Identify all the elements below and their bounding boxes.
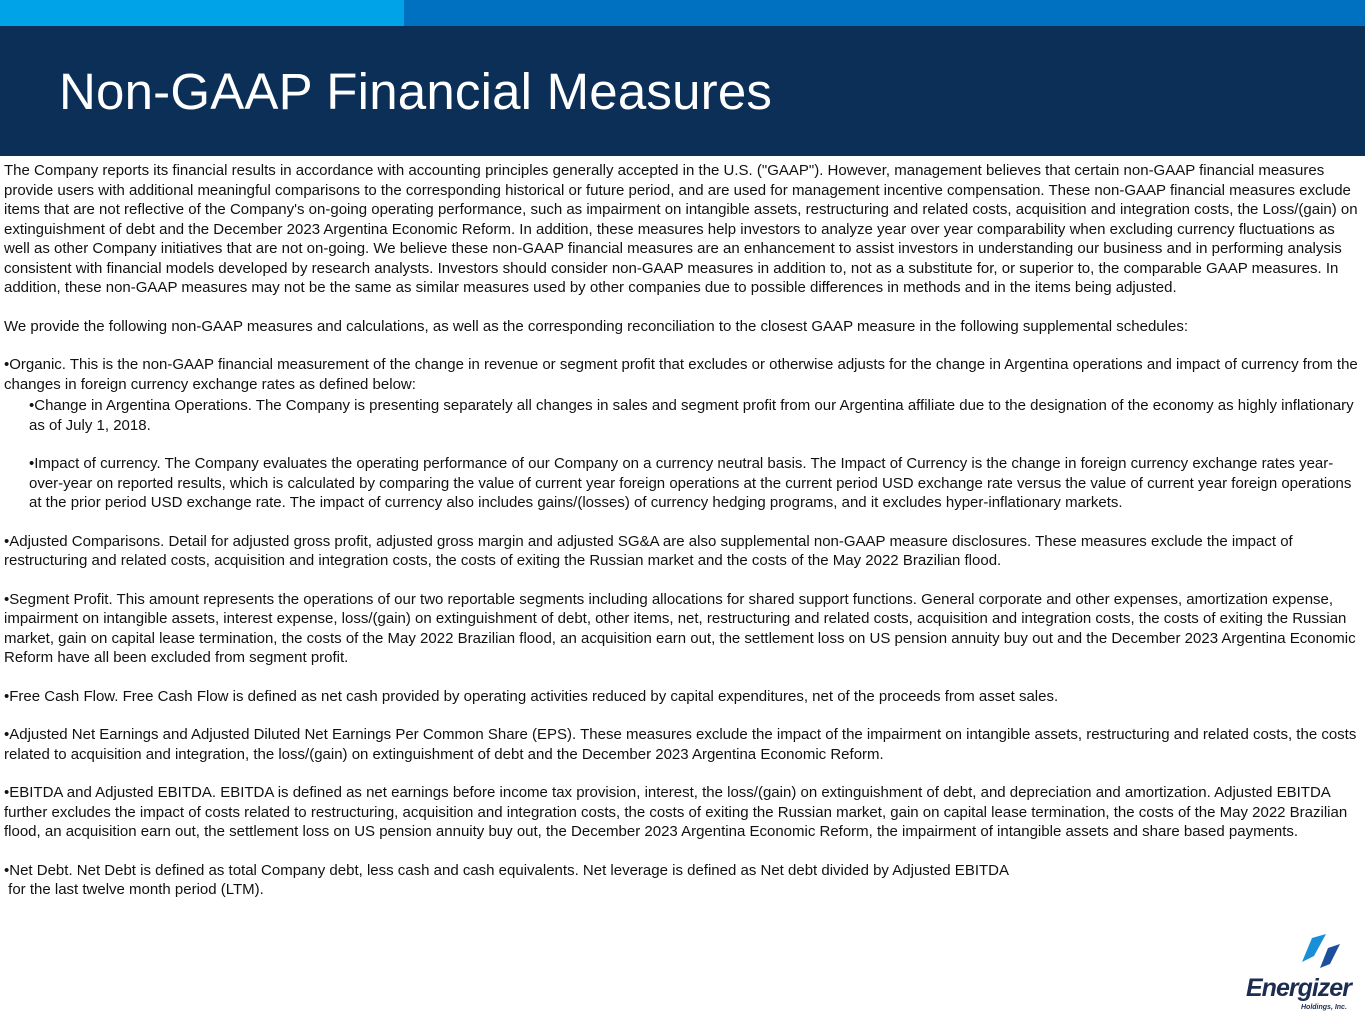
title-banner bbox=[0, 26, 1365, 156]
logo-wordmark: Energizer bbox=[1246, 974, 1351, 1002]
top-accent-bar-light bbox=[0, 0, 404, 26]
logo-subtitle: Holdings, Inc. bbox=[1301, 1004, 1347, 1011]
free-cash-flow-item: •Free Cash Flow. Free Cash Flow is defined as net cash provided by operating activities reduced by capital expenditures, net of the proceeds from asset sales. bbox=[4, 687, 1059, 705]
adjusted-comparisons-item: •Adjusted Comparisons. Detail for adjusted gross profit, adjusted gross margin and adjusted SG&A are also supplemental non-GAAP measure disclosures. These measures exclude the impact of restructuring and related costs, acquisition and integration costs, the costs of exiting the Russian market and the costs of the May 2022 Brazilian flood. bbox=[4, 532, 1293, 569]
energizer-logo bbox=[1246, 934, 1356, 1016]
segment-profit-item: •Segment Profit. This amount represents the operations of our two reportable segments including allocations for shared support functions. General corporate and other expenses, amortization expense, impairment on intangible assets, interest expense, loss/(gain) on extinguishment of debt, other items, net, restructuring and related costs, acquisition and integration costs, the costs of exiting the Russian market, gain on capital lease termination, the costs of the May 2022 Brazilian flood, an acquisition earn out, the settlement loss on US pension annuity buy out and the December 2023 Argentina Economic Reform have all been excluded from segment profit. bbox=[4, 590, 1356, 666]
energizer-bolt-icon bbox=[1246, 934, 1356, 974]
body-text bbox=[4, 161, 1360, 900]
top-accent-bar bbox=[0, 0, 1365, 26]
argentina-subitem: •Change in Argentina Operations. The Company is presenting separately all changes in sales and segment profit from our Argentina affiliate due to the designation of the economy as highly inflationary as of July 1, 2018. bbox=[29, 397, 1354, 434]
organic-item: •Organic. This is the non-GAAP financial measurement of the change in revenue or segment profit that excludes or otherwise adjusts for the change in Argentina operations and impact of currency from the changes in foreign currency exchange rates as defined below: bbox=[4, 356, 1358, 393]
ebitda-item: •EBITDA and Adjusted EBITDA. EBITDA is defined as net earnings before income tax provision, interest, the loss/(gain) on extinguishment of debt, and depreciation and amortization. Adjusted EBITDA further excludes the impact of costs related to restructuring, acquisition and integration costs, the costs of exiting the Russian market, gain on capital lease termination, the costs of the May 2022 Brazilian flood, an acquisition earn out, the settlement loss on US pension annuity buy out, the December 2023 Argentina Economic Reform, the impairment of intangible assets and share based payments. bbox=[4, 784, 1348, 840]
net-debt-item-continued: for the last twelve month period (LTM). bbox=[4, 881, 264, 898]
provide-paragraph: We provide the following non-GAAP measures and calculations, as well as the corresponding reconciliation to the closest GAAP measure in the following supplemental schedules: bbox=[4, 317, 1188, 335]
page-title: Non-GAAP Financial Measures bbox=[59, 63, 773, 120]
adjusted-eps-item: •Adjusted Net Earnings and Adjusted Diluted Net Earnings Per Common Share (EPS). These measures exclude the impact of the impairment on intangible assets, restructuring and related costs, the costs related to acquisition and integration, the loss/(gain) on extinguishment of debt and the December 2023 Argentina Economic Reform. bbox=[4, 726, 1357, 763]
net-debt-item: •Net Debt. Net Debt is defined as total Company debt, less cash and cash equivalents. Net leverage is defined as Net debt divided by Adjusted EBITDA bbox=[4, 861, 1009, 879]
currency-subitem: •Impact of currency. The Company evaluates the operating performance of our Company on a currency neutral basis. The Impact of Currency is the change in foreign currency exchange rates year-over-year on reported results, which is calculated by comparing the value of current year foreign operations at the current period USD exchange rate versus the value of current year foreign operations at the prior period USD exchange rate. The impact of currency also includes gains/(losses) of currency hedging programs, and it excludes hyper-inflationary markets. bbox=[29, 455, 1352, 511]
intro-paragraph: The Company reports its financial results in accordance with accounting principles generally accepted in the U.S. ("GAAP"). However, management believes that certain non-GAAP financial measures provide users with additional meaningful comparisons to the corresponding historical or future period, and are used for management incentive compensation. These non-GAAP financial measures exclude items that are not reflective of the Company's on-going operating performance, such as impairment on intangible assets, restructuring and related costs, acquisition and integration costs, the Loss/(gain) on extinguishment of debt and the December 2023 Argentina Economic Reform. In addition, these measures help investors to analyze year over year comparability when excluding currency fluctuations as well as other Company initiatives that are not on-going. We believe these non-GAAP financial measures are an enhancement to assist investors in understanding our business and in performing analysis consistent with financial models developed by research analysts. Investors should consider non-GAAP measures in addition to, not as a substitute for, or superior to, the comparable GAAP measures. In addition, these non-GAAP measures may not be the same as similar measures used by other companies due to possible differences in methods and in the items being adjusted. bbox=[4, 162, 1358, 296]
